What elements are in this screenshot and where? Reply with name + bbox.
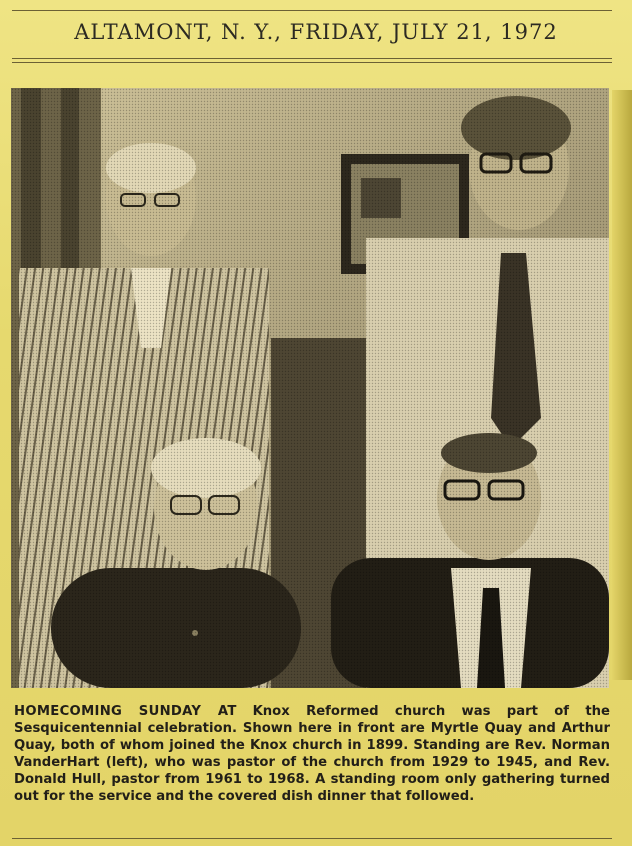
photo-illustration	[11, 88, 609, 688]
clipping-edge-shadow	[612, 90, 632, 680]
bottom-rule	[12, 838, 612, 839]
halftone-photograph	[11, 88, 609, 688]
caption-lead: HOMECOMING SUNDAY AT	[14, 704, 237, 720]
caption-body: Knox Reformed church was part of the Sesquicentennial celebration. Shown here in front are Myrtle Quay and Arthur Quay, both of whom joined the Knox church in 1899. Standing are Rev. Norman VanderHart (left), who was pastor of the church from 1929 to 1945, and Rev. Donald Hull, pastor from 1961 to 1968. A standing room only gathering turned out for the service and the covered dish dinner that followed.	[14, 704, 610, 805]
dateline-rule	[12, 58, 612, 59]
dateline: ALTAMONT, N. Y., FRIDAY, JULY 21, 1972	[74, 20, 558, 44]
dateline-rule-double	[12, 62, 612, 63]
photo-caption	[14, 703, 610, 805]
top-rule	[12, 10, 612, 11]
